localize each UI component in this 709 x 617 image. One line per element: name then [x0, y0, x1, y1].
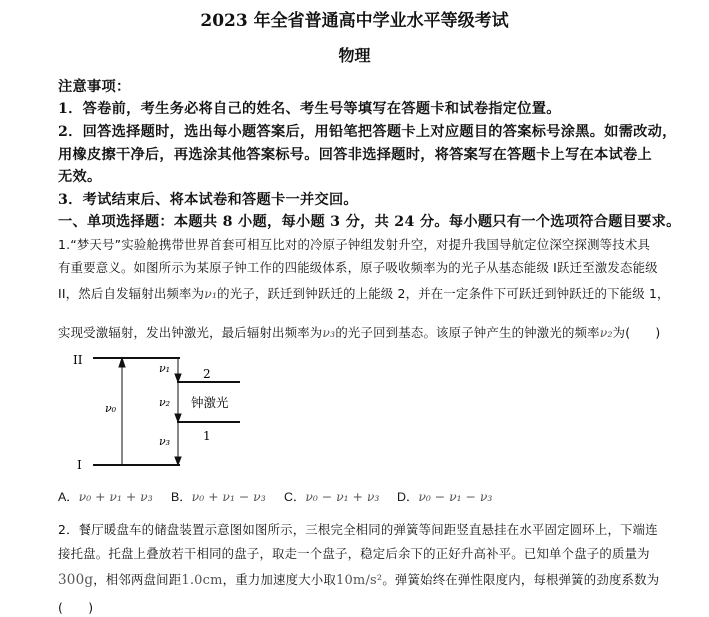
notes-heading: 注意事项：: [58, 79, 131, 95]
nu3-arrowhead: [175, 457, 181, 465]
q1-text: 的光子回到基态。该原子钟产生的钟激光的频率: [335, 325, 600, 340]
option-b[interactable]: [171, 487, 266, 505]
label-level-2: 2: [203, 367, 211, 381]
label-level-II: II: [73, 353, 83, 367]
q1-text: 实现受激辐射，发出钟激光，最后辐射出频率为: [58, 325, 323, 340]
energy-level-diagram: [55, 348, 255, 478]
q1-line: [58, 323, 660, 341]
q2-text: ，重力加速度大小取: [222, 572, 336, 587]
label-level-1: 1: [203, 429, 211, 443]
note-item: 3．考试结束后、将本试卷和答题卡一并交回。: [58, 192, 358, 208]
option-d[interactable]: [397, 487, 492, 505]
option-a[interactable]: [58, 487, 153, 505]
q1-text: 为( ): [612, 325, 661, 340]
option-expr: ν₀ + ν₁ + ν₃: [78, 489, 153, 504]
q2-line[interactable]: ( ): [58, 600, 94, 615]
label-nu2: ν₂: [159, 396, 171, 409]
label-nu0: ν₀: [105, 402, 117, 415]
option-expr: ν₀ + ν₁ − ν₃: [191, 489, 266, 504]
exam-title: 2023 年全省普通高中学业水平等级考试: [200, 11, 509, 31]
q1-symbol: ν₂: [599, 325, 613, 340]
option-letter: A．: [58, 490, 79, 504]
nu1-arrowhead: [175, 374, 181, 382]
option-letter: B．: [171, 490, 192, 504]
q2-value: 10m/s²: [335, 573, 383, 588]
option-c[interactable]: [284, 487, 379, 505]
option-letter: D．: [397, 490, 419, 504]
label-level-I: I: [77, 458, 82, 472]
q1-line: [58, 284, 670, 302]
note-item: 2．回答选择题时，选出每小题答案后，用铅笔把答题卡上对应题目的答案标号涂黑。如需改动，: [58, 124, 677, 140]
note-item: 无效。: [58, 169, 102, 185]
q1-line: 1.“梦天号”实验舱携带世界首套可相互比对的冷原子钟组发射升空，对提升我国导航定位深空探测等技术具: [58, 237, 651, 252]
option-letter: C．: [284, 490, 306, 504]
nu0-arrowhead: [119, 358, 125, 367]
q2-text: 。弹簧始终在弹性限度内，每根弹簧的劲度系数为: [382, 572, 660, 587]
label-nu3: ν₃: [159, 435, 171, 448]
q1-text: II，然后自发辐射出频率为: [58, 286, 205, 301]
q1-text: 的光子，跃迁到钟跃迁的上能级 2，并在一定条件下可跃迁到钟跃迁的下能级 1，: [217, 286, 670, 301]
q2-text: ，相邻两盘间距: [93, 572, 182, 587]
subject-title: 物理: [338, 46, 371, 65]
q1-symbol: ν₁: [204, 286, 218, 301]
q1-symbol: ν₃: [322, 325, 336, 340]
q2-line: 接托盘。托盘上叠放若干相同的盘子，取走一个盘子，稳定后余下的正好升高补平。已知单个盘子的质量为: [58, 546, 650, 561]
label-clock-laser: 钟激光: [191, 395, 229, 410]
q2-value: 1.0cm: [181, 573, 223, 588]
option-expr: ν₀ − ν₁ + ν₃: [305, 489, 380, 504]
q2-value: 300g: [58, 572, 94, 588]
q2-line: [58, 570, 659, 588]
option-expr: ν₀ − ν₁ − ν₃: [418, 489, 493, 504]
q1-line: 有重要意义。如图所示为某原子钟工作的四能级体系，原子吸收频率为的光子从基态能级 I跃迁至激发态能级: [58, 260, 658, 275]
section-heading: 一、单项选择题：本题共 8 小题，每小题 3 分，共 24 分。每小题只有一个选项符合题目要求。: [58, 214, 681, 230]
note-item: 用橡皮擦干净后，再选涂其他答案标号。回答非选择题时，将答案写在答题卡上写在本试卷上: [58, 147, 652, 163]
label-nu1: ν₁: [159, 362, 171, 375]
note-item: 1．答卷前，考生务必将自己的姓名、考生号等填写在答题卡和试卷指定位置。: [58, 101, 561, 117]
q2-line: 2．餐厅暖盘车的储盘装置示意图如图所示，三根完全相同的弹簧等间距竖直悬挂在水平固定圆环上，下端连: [58, 522, 658, 537]
nu2-arrowhead: [175, 414, 181, 422]
